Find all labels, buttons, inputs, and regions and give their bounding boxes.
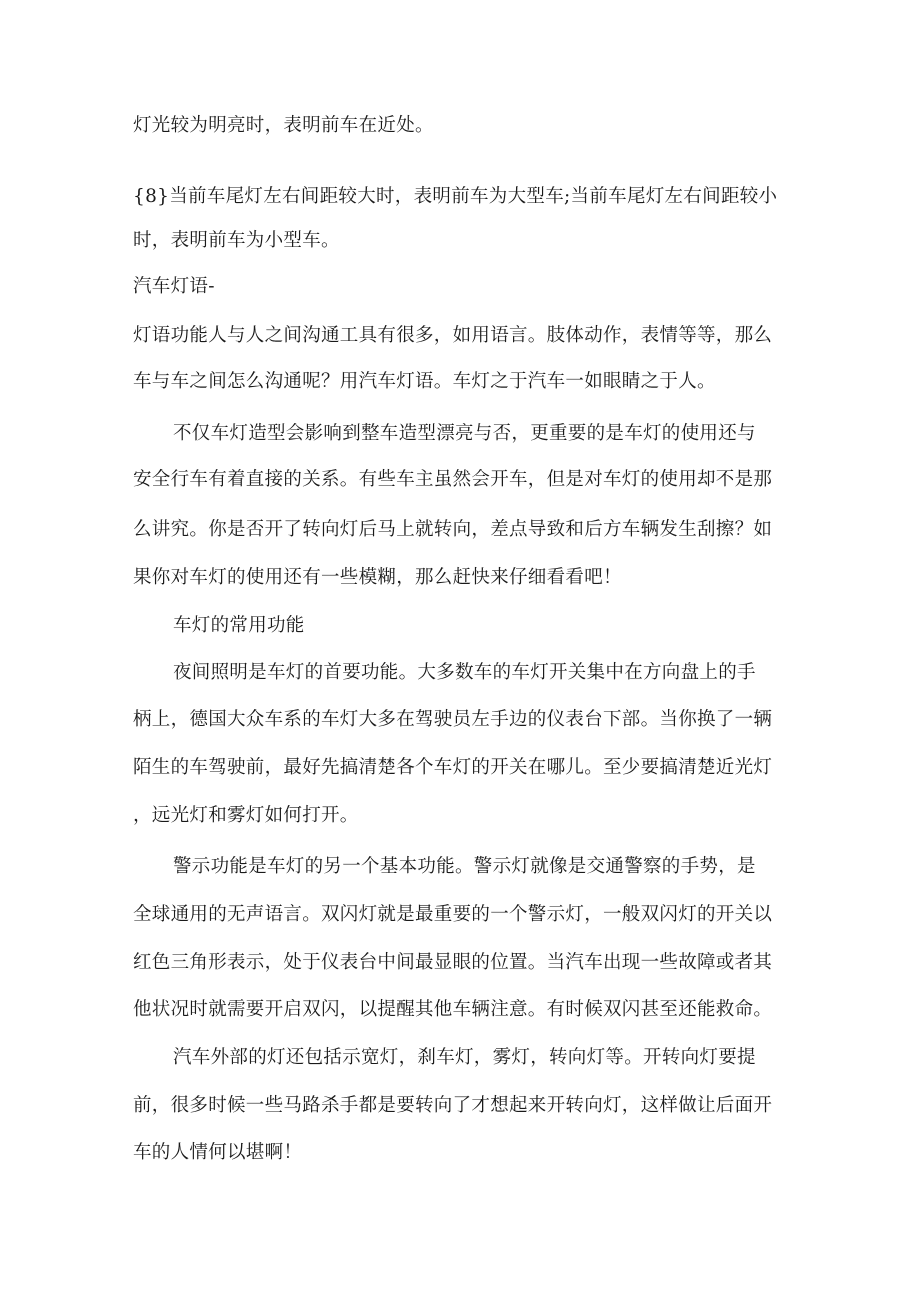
text-line: 不仅车灯造型会影响到整车造型漂亮与否，更重要的是车灯的使用还与 bbox=[173, 423, 756, 444]
text-line: 么讲究。你是否开了转向灯后马上就转向，差点导致和后方车辆发生刮擦？如 bbox=[133, 519, 773, 540]
text-line: 全球通用的无声语言。双闪灯就是最重要的一个警示灯，一般双闪灯的开关以 bbox=[133, 904, 773, 925]
text-line: 柄上，德国大众车系的车灯大多在驾驶员左手边的仪表台下部。当你换了一辆 bbox=[133, 709, 773, 730]
section-heading: 汽车灯语- bbox=[133, 276, 215, 297]
text-line: ，远光灯和雾灯如何打开。 bbox=[133, 805, 359, 826]
text-line: 灯语功能人与人之间沟通工具有很多，如用语言。肢体动作，表情等等，那么 bbox=[133, 325, 773, 346]
text-line: 夜间照明是车灯的首要功能。大多数车的车灯开关集中在方向盘上的手 bbox=[173, 662, 756, 683]
text-line: 车的人情何以堪啊！ bbox=[133, 1142, 303, 1163]
text-line: 安全行车有着直接的关系。有些车主虽然会开车，但是对车灯的使用却不是那 bbox=[133, 469, 773, 490]
text-line: 前，很多时候一些马路杀手都是要转向了才想起来开转向灯，这样做让后面开 bbox=[133, 1095, 773, 1116]
section-heading: 车灯的常用功能 bbox=[173, 615, 305, 636]
text-line: 时，表明前车为小型车。 bbox=[133, 230, 340, 251]
text-line: 果你对车灯的使用还有一些模糊，那么赶快来仔细看看吧！ bbox=[133, 567, 622, 588]
text-line: 陌生的车驾驶前，最好先搞清楚各个车灯的开关在哪儿。至少要搞清楚近光灯 bbox=[133, 757, 773, 778]
text-line: 红色三角形表示，处于仪表台中间最显眼的位置。当汽车出现一些故障或者其 bbox=[133, 952, 773, 973]
text-line: 汽车外部的灯还包括示宽灯，刹车灯，雾灯，转向灯等。开转向灯要提 bbox=[173, 1047, 756, 1068]
text-line: 灯光较为明亮时，表明前车在近处。 bbox=[133, 115, 434, 136]
text-line: 他状况时就需要开启双闪，以提醒其他车辆注意。有时候双闪甚至还能救命。 bbox=[133, 999, 773, 1020]
text-line: {8}当前车尾灯左右间距较大时，表明前车为大型车;当前车尾灯左右间距较小 bbox=[133, 186, 778, 207]
text-line: 警示功能是车灯的另一个基本功能。警示灯就像是交通警察的手势，是 bbox=[173, 856, 756, 877]
text-line: 车与车之间怎么沟通呢？用汽车灯语。车灯之于汽车一如眼睛之于人。 bbox=[133, 371, 716, 392]
